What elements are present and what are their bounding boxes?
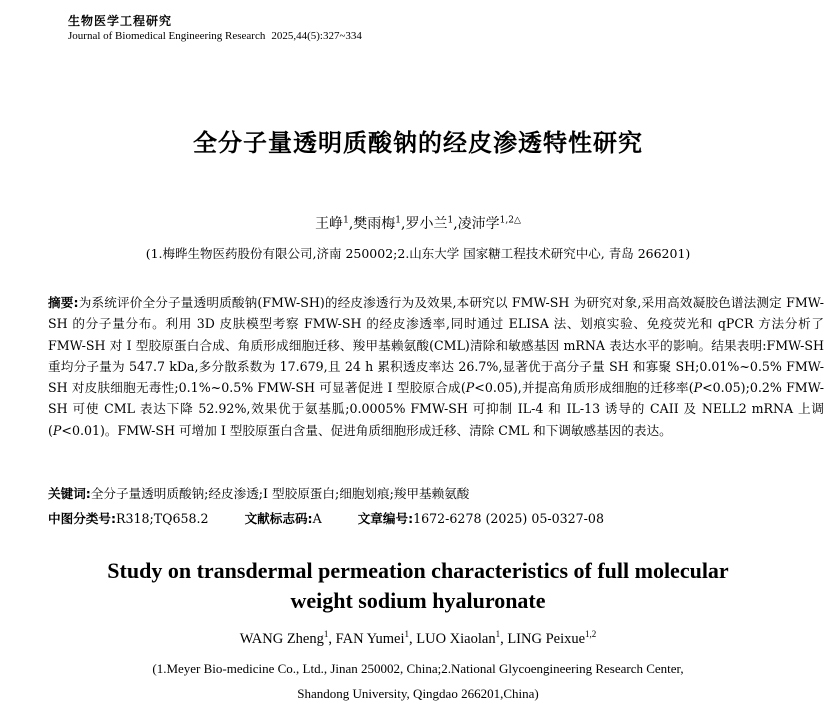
article-number-label: 文章编号:: [357, 511, 414, 526]
abstract-text: <0.05);0.2% FMW-SH 可使 CML 表达下降 52.92%,效果优于氨基胍;0.0005% FMW-SH 可抑制 IL-4 和 IL-13 诱导的 CAII 及 NELL2 mRNA 上调(: [48, 380, 824, 438]
title-en-line: weight sodium hyaluronate: [290, 588, 546, 613]
abstract-cn: [48, 292, 824, 441]
abstract-text: 为系统评价全分子量透明质酸钠(FMW-SH)的经皮渗透行为及效果,本研究以 FMW-SH 为研究对象,采用高效凝胶色谱法测定 FMW-SH 的分子量分布。利用 3D 皮肤模型考察 FMW-SH 的经皮渗透率,同时通过 ELISA 法、划痕实验、免疫荧光和 qPCR 方法分析了 FMW-SH 对 I 型胶原蛋白合成、角质形成细胞迁移、羧甲基赖氨酸(CML)清除和敏感基因 mRNA 表达水平的影响。结果表明:FMW-SH 重均分子量为 547.7 kDa,多分散系数为 17.679,且 24 h 累积透皮率达 26.7%,显著优于高分子量 SH 和寡聚 SH;0.01%~0.5% FMW-SH 对皮肤细胞无毒性;0.1%~0.5% FMW-SH 可显著促进 I 型胶原合成(: [48, 295, 824, 396]
journal-name-cn: 生物医学工程研究: [68, 14, 173, 28]
author-name: WANG Zheng: [239, 630, 324, 647]
author-affil-sup: 1: [323, 629, 329, 639]
author-name: 凌沛学: [457, 216, 500, 232]
author-name: FAN Yumei: [335, 630, 405, 647]
journal-header: [68, 12, 362, 42]
keywords-text: 全分子量透明质酸钠;经皮渗透;I 型胶原蛋白;细胞划痕;羧甲基赖氨酸: [90, 486, 470, 501]
p-value-symbol: P: [52, 422, 62, 438]
author-affil-sup: 1: [395, 215, 402, 226]
journal-volume-info: 2025,44(5):327~334: [271, 30, 362, 42]
doc-code-value: A: [312, 511, 322, 526]
abstract-text: <0.05),并提高角质形成细胞的迁移率(: [474, 380, 694, 396]
author-name: 王峥: [315, 216, 344, 232]
journal-name-en: Journal of Biomedical Engineering Research: [68, 30, 266, 42]
abstract-text: <0.01)。FMW-SH 可增加 I 型胶原蛋白含量、促进角质细胞形成迁移、清除 CML 和下调敏感基因的表达。: [61, 422, 672, 438]
classification-line: [48, 508, 824, 527]
author-affil-sup: 1,2△: [499, 215, 521, 226]
abstract-label: 摘要:: [48, 295, 79, 310]
author-list-en: WANG Zheng$^1$, FAN Yumei$^1$, LUO Xiaolan$^1$, LING Peixue$^{1,2}$: [239, 629, 597, 647]
affiliation-en-line: Shandong University, Qingdao 266201,China): [297, 686, 539, 701]
affiliation-en-line: (1.Meyer Bio-medicine Co., Ltd., Jinan 250002, China;2.National Glycoengineering Research Center,: [152, 661, 684, 676]
author-affil-sup: 1: [343, 215, 349, 226]
affiliation-en: [0, 656, 836, 706]
clc-label: 中图分类号:: [48, 511, 117, 526]
author-affil-sup: 1: [447, 215, 454, 226]
author-affil-sup: 1: [495, 629, 501, 639]
author-name: 罗小兰: [405, 216, 448, 232]
author-name: LING Peixue: [507, 630, 586, 647]
p-value-symbol: P: [693, 380, 703, 396]
article-title-cn: 全分子量透明质酸钠的经皮渗透特性研究: [193, 129, 643, 157]
keywords: [48, 483, 824, 502]
doc-code-label: 文献标志码:: [244, 511, 313, 526]
author-affil-sup: 1,2: [585, 629, 597, 639]
author-affil-sup: 1: [404, 629, 409, 639]
author-name: LUO Xiaolan: [416, 630, 496, 647]
keywords-label: 关键词:: [48, 486, 91, 501]
author-name: 樊雨梅: [353, 216, 396, 232]
article-number-value: 1672-6278 (2025) 05-0327-08: [413, 511, 604, 526]
affiliation-cn: (1.梅晔生物医药股份有限公司,济南 250002;2.山东大学 国家糖工程技术研究中心, 青岛 266201): [145, 246, 691, 261]
clc-value: R318;TQ658.2: [116, 511, 209, 526]
p-value-symbol: P: [465, 380, 475, 396]
article-title-en: [0, 556, 836, 616]
title-en-line: Study on transdermal permeation characteristics of full molecular: [107, 558, 729, 583]
author-list-cn: 王峥$^1$,樊雨梅$^1$,罗小兰$^1$,凌沛学$^{1,2\triangle}$: [315, 215, 521, 232]
